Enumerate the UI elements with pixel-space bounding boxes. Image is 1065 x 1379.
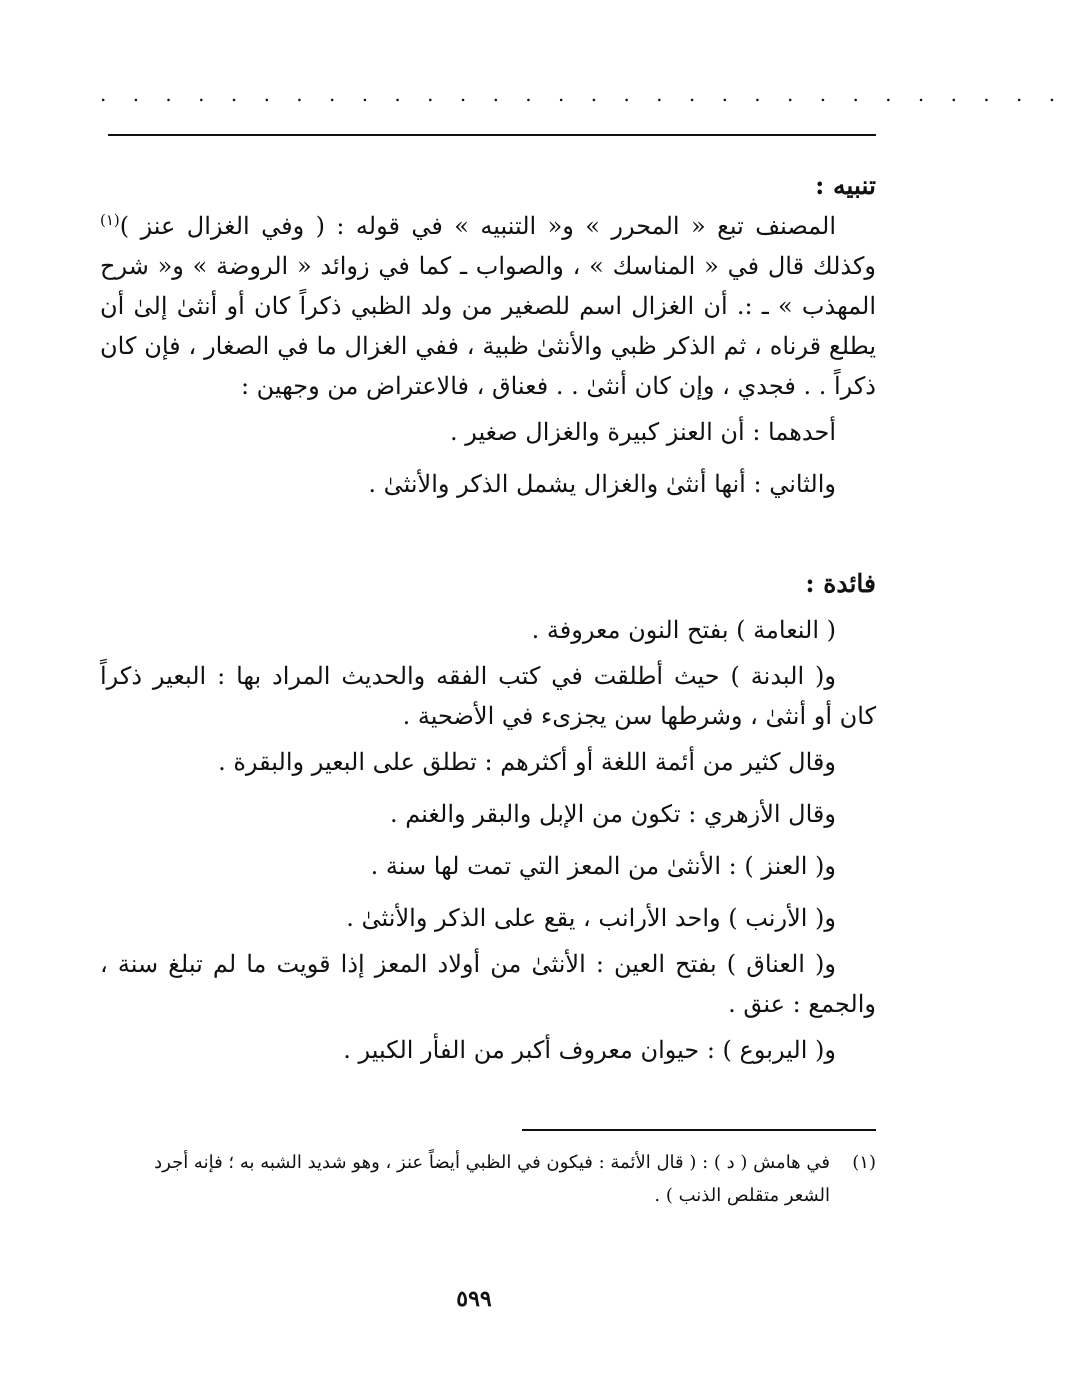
footnote-text-2: الشعر متقلص الذنب ) .	[654, 1185, 830, 1206]
footnote-text-1: في هامش ( د ) : ( قال الأئمة : فيكون في الظبي أيضاً عنز ، وهو شديد الشبه به ؛ فإنه أجرد	[154, 1152, 830, 1173]
entry-anaq: و( العناق ) بفتح العين : الأنثىٰ من أولاد المعز إذا قويت ما لم تبلغ سنة ، والجمع : عنق .	[100, 950, 876, 1018]
footnote-rule	[522, 1129, 876, 1131]
entry-naama: ( النعامة ) بفتح النون معروفة .	[531, 616, 836, 644]
entry-arnab: و( الأرنب ) واحد الأرانب ، يقع على الذكر والأنثىٰ .	[346, 904, 836, 932]
footnote-line-1	[100, 1146, 876, 1179]
entry-linguists: وقال كثير من أئمة اللغة أو أكثرهم : تطلق على البعير والبقرة .	[218, 748, 836, 776]
tanbih-text-part2: وكذلك قال في « المناسك » ، والصواب ـ كما في زوائد « الروضة » و« شرح المهذب » ـ :. أن الغزال اسم للصغير من ولد الظبي ذكراً كان أو أنثىٰ إلىٰ أن يطلع قرناه ، ثم الذكر ظبي والأنثىٰ ظبية ، ففي الغزال ما في الصغار ، فإن كان ذكراً . . فجدي ، وإن كان أنثىٰ . . فعناق ، فالاعتراض من وجهين :	[100, 252, 876, 400]
section-heading-tanbih: تنبيه :	[815, 171, 876, 200]
header-rule	[108, 134, 876, 136]
entry-badana: و( البدنة ) حيث أطلقت في كتب الفقه والحديث المراد بها : البعير ذكراً كان أو أنثىٰ ، وشرطها سن يجزىء في الأضحية .	[100, 662, 876, 730]
section-gap	[100, 510, 876, 564]
entry-anz: و( العنز ) : الأنثىٰ من المعز التي تمت لها سنة .	[370, 852, 836, 880]
entry-yarbu: و( اليربوع ) : حيوان معروف أكبر من الفأر الكبير .	[343, 1036, 836, 1064]
page-number: ٥٩٩	[456, 1286, 492, 1312]
footnote-marker: (١)	[100, 211, 120, 229]
main-text	[100, 166, 876, 1076]
header-dotted-line: . . . . . . . . . . . . . . . . . . . . . . . . . . . . . .	[100, 82, 1065, 106]
objection-two: والثاني : أنها أنثىٰ والغزال يشمل الذكر والأنثىٰ .	[368, 470, 836, 498]
entry-azhari: وقال الأزهري : تكون من الإبل والبقر والغنم .	[389, 800, 836, 828]
footnote-number: (١)	[852, 1152, 876, 1173]
tanbih-text-part1: المصنف تبع « المحرر » و« التنبيه » في قوله : ( وفي الغزال عنز )	[119, 212, 836, 240]
section-heading-faida: فائدة :	[805, 569, 876, 598]
tanbih-paragraph	[100, 206, 876, 406]
objection-one: أحدهما : أن العنز كبيرة والغزال صغير .	[449, 418, 836, 446]
footnote-block	[100, 1146, 876, 1212]
